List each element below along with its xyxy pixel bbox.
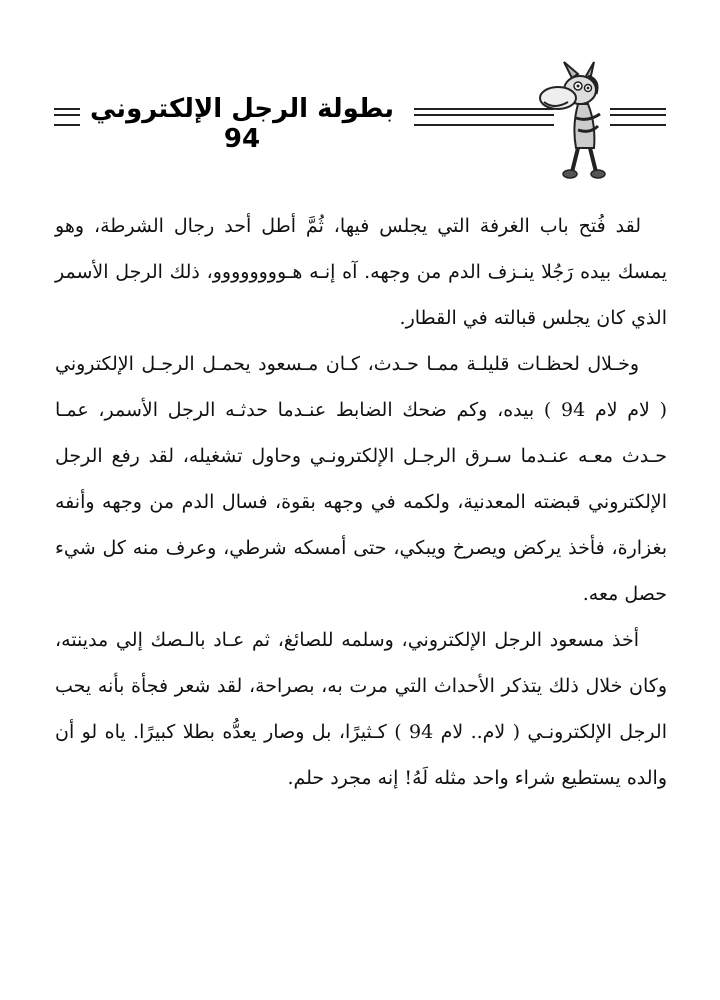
page-header xyxy=(50,60,670,180)
story-text xyxy=(55,203,667,801)
decorative-rule xyxy=(54,108,80,126)
paragraph: وخـلال لحظـات قليلـة ممـا حـدث، كـان مـسعود يحمـل الرجـل الإلكتروني ( لام لام 94 ) بيده، وكم ضحك الضابط عنـدما حدثـه الرجل الأسمر، عمـا حـدث معـه عنـدما سـرق الرجـل الإلكترونـي وحاول تشغيله، لقد رفع الرجل الإلكتروني قبضته المعدنية، ولكمه في وجهه بقوة، فسال الدم من وجهه وأنفه بغزارة، فأخذ يركض ويصرخ ويبكي، حتى أمسكه شرطي، وعرف منه كل شيء حصل معه. xyxy=(55,353,668,605)
paragraph: أخذ مسعود الرجل الإلكتروني، وسلمه للصائغ، ثم عـاد بالـصك إلي مدينته، وكان خلال ذلك يتذكر الأحداث التي مرت به، بصراحة، لقد شعر فجأة بأنه يحب الرجل الإلكترونـي ( لام.. لام 94 ) كـثيرًا، بل وصار يعدُّه بطلا كبيرًا. ياه لو أن والده يستطيع شراء واحد مثله لَهُ! إنه مجرد حلم. xyxy=(55,629,667,789)
decorative-rule xyxy=(610,108,666,126)
page-title: بطولة الرجل الإلكتروني 94 xyxy=(90,94,394,154)
paragraph: لقد فُتح باب الغرفة التي يجلس فيها، ثُمَّ أطل أحد رجال الشرطة، وهو يمسك بيده رَجُلا ينـزف الدم من وجهه. آه إنـه هـوووووووو، ذلك الرجل الأسمر الذي كان يجلس قبالته في القطار. xyxy=(55,215,667,329)
